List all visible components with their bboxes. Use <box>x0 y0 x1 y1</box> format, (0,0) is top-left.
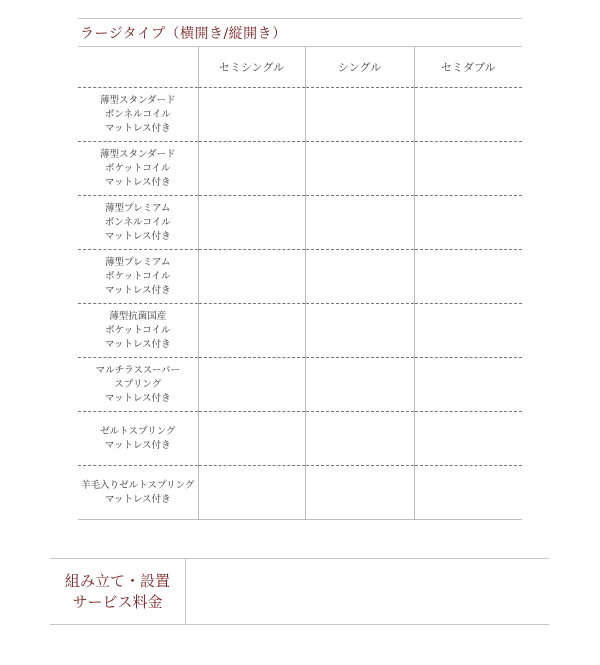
price-cell-semi-double <box>414 250 522 304</box>
table-row <box>78 358 522 412</box>
table-header-row <box>78 47 522 88</box>
row-label <box>78 148 198 190</box>
price-cell-semi-single <box>198 250 305 304</box>
row-label-cell <box>78 142 198 196</box>
price-cell-semi-double <box>414 466 522 520</box>
row-label-line: ポケットコイル <box>105 270 171 282</box>
table-row <box>78 304 522 358</box>
assembly-service-label-line1: 組み立て・設置 <box>64 571 170 590</box>
row-label-line: マットレス付き <box>104 122 171 134</box>
price-cell-semi-double <box>414 142 522 196</box>
price-cell-single <box>305 412 414 466</box>
row-label <box>78 479 198 507</box>
section-title: ラージタイプ（横開き/縦開き） <box>80 26 287 42</box>
row-label-line: 薄型抗菌国産 <box>109 310 167 322</box>
table-body <box>78 88 522 520</box>
row-label-cell <box>78 358 198 412</box>
section-top-rule <box>78 18 522 19</box>
row-label-line: マットレス付き <box>104 439 171 451</box>
row-label <box>78 94 198 136</box>
row-label <box>78 425 198 453</box>
row-label-cell <box>78 304 198 358</box>
row-label-line: マットレス付き <box>104 493 171 505</box>
price-cell-semi-double <box>414 358 522 412</box>
row-label-line: ゼルトスプリング <box>100 425 176 437</box>
row-label-line: 薄型スタンダード <box>99 94 176 106</box>
price-cell-single <box>305 250 414 304</box>
row-label-line: ポケットコイル <box>105 324 171 336</box>
column-header-single: シングル <box>305 47 414 88</box>
row-label-cell <box>78 412 198 466</box>
row-label-line: スプリング <box>114 378 162 390</box>
row-label-line: マルチラススーパー <box>95 364 180 376</box>
price-cell-single <box>305 196 414 250</box>
row-label <box>78 256 198 298</box>
price-cell-single <box>305 142 414 196</box>
row-label-cell <box>78 466 198 520</box>
row-label-line: ボンネルコイル <box>104 216 171 228</box>
row-label-line: ボンネルコイル <box>104 108 171 120</box>
price-cell-semi-double <box>414 88 522 142</box>
row-label-line: 薄型スタンダード <box>99 148 176 160</box>
price-cell-single <box>305 358 414 412</box>
row-label-line: マットレス付き <box>104 284 171 296</box>
row-label-line: 薄型プレミアム <box>105 256 171 268</box>
price-cell-semi-double <box>414 412 522 466</box>
price-cell-semi-double <box>414 196 522 250</box>
price-cell-semi-single <box>198 304 305 358</box>
row-label-line: マットレス付き <box>104 392 171 404</box>
column-header-semi-double: セミダブル <box>414 47 522 88</box>
price-cell-semi-single <box>198 196 305 250</box>
row-label <box>78 310 198 352</box>
price-cell-single <box>305 304 414 358</box>
row-label-cell <box>78 196 198 250</box>
price-cell-semi-single <box>198 466 305 520</box>
table-row <box>78 412 522 466</box>
price-cell-semi-single <box>198 142 305 196</box>
table-row <box>78 88 522 142</box>
size-price-table <box>78 47 522 520</box>
price-cell-semi-single <box>198 88 305 142</box>
price-cell-semi-single <box>198 412 305 466</box>
assembly-service-label-line2: サービス料金 <box>72 592 163 611</box>
table-row <box>78 196 522 250</box>
row-label-line: マットレス付き <box>104 338 171 350</box>
price-cell-single <box>305 466 414 520</box>
assembly-service-box <box>50 558 549 625</box>
header-corner-cell <box>78 47 198 88</box>
row-label-line: 薄型プレミアム <box>105 202 171 214</box>
row-label-cell <box>78 250 198 304</box>
price-cell-semi-double <box>414 304 522 358</box>
row-label-line: 羊毛入りゼルトスプリング <box>81 479 195 491</box>
row-label <box>78 364 198 406</box>
price-cell-single <box>305 88 414 142</box>
price-cell-semi-single <box>198 358 305 412</box>
row-label-line: ポケットコイル <box>105 162 171 174</box>
row-label-line: マットレス付き <box>104 230 171 242</box>
table-row <box>78 466 522 520</box>
column-header-semi-single: セミシングル <box>198 47 305 88</box>
table-row <box>78 250 522 304</box>
row-label-cell <box>78 88 198 142</box>
assembly-service-fee <box>186 559 549 624</box>
row-label-line: マットレス付き <box>104 176 171 188</box>
table-row <box>78 142 522 196</box>
assembly-service-label <box>50 559 186 624</box>
row-label <box>78 202 198 244</box>
